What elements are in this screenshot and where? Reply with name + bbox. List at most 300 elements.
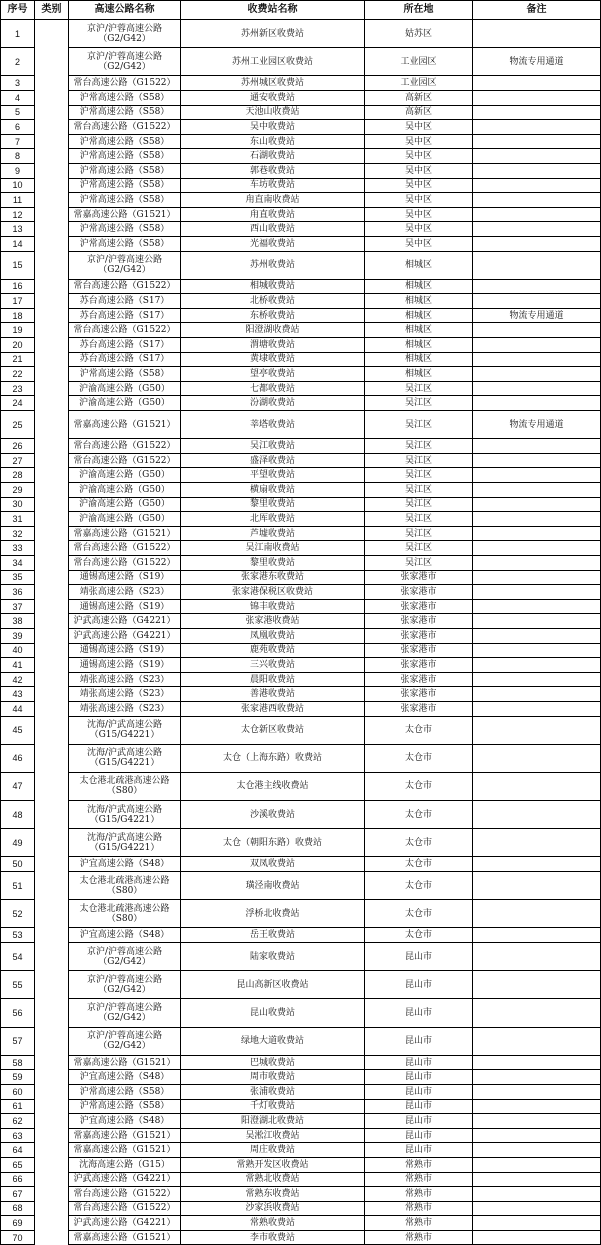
row-station: 黎里收费站 — [181, 555, 365, 570]
row-note — [473, 555, 601, 570]
row-road: 沪渝高速公路（G50） — [69, 381, 181, 396]
header-row — [1, 1, 601, 20]
row-road: 苏台高速公路（S17） — [69, 352, 181, 367]
row-station: 璜泾南收费站 — [181, 872, 365, 900]
row-note — [473, 352, 601, 367]
row-station: 常熟北收费站 — [181, 1172, 365, 1187]
table-row — [1, 585, 601, 600]
table-row — [1, 643, 601, 658]
row-station: 吴江收费站 — [181, 439, 365, 454]
row-seq: 54 — [1, 943, 35, 971]
row-road: 常台高速公路（G1522） — [69, 541, 181, 556]
row-station: 昆山高新区收费站 — [181, 971, 365, 999]
row-note — [473, 943, 601, 971]
row-road: 沪武高速公路（G4221） — [69, 1172, 181, 1187]
row-road: 沈海/沪武高速公路（G15/G4221） — [69, 829, 181, 857]
row-road: 沪宜高速公路（S48） — [69, 1114, 181, 1129]
row-road: 太仓港北疏港高速公路（S80） — [69, 772, 181, 800]
row-location: 张家港市 — [365, 585, 473, 600]
row-road: 沪常高速公路（S58） — [69, 134, 181, 149]
row-location: 太仓市 — [365, 928, 473, 943]
row-note — [473, 207, 601, 222]
row-road: 京沪/沪蓉高速公路（G2/G42） — [69, 1027, 181, 1055]
table-row — [1, 381, 601, 396]
header-location: 所在地 — [365, 1, 473, 20]
row-location: 昆山市 — [365, 1099, 473, 1114]
row-note — [473, 687, 601, 702]
table-row — [1, 222, 601, 237]
row-note — [473, 338, 601, 353]
row-station: 凤凰收费站 — [181, 628, 365, 643]
row-station: 张家港东收费站 — [181, 570, 365, 585]
row-note — [473, 928, 601, 943]
row-road: 常嘉高速公路（G1521） — [69, 207, 181, 222]
row-location: 吴江区 — [365, 541, 473, 556]
table-row — [1, 396, 601, 411]
row-location: 常熟市 — [365, 1157, 473, 1172]
row-location: 姑苏区 — [365, 20, 473, 48]
table-row — [1, 512, 601, 527]
row-note — [473, 672, 601, 687]
row-note — [473, 570, 601, 585]
row-station: 望亭收费站 — [181, 367, 365, 382]
row-seq: 36 — [1, 585, 35, 600]
row-seq: 58 — [1, 1055, 35, 1070]
row-road: 常台高速公路（G1522） — [69, 279, 181, 294]
row-location: 昆山市 — [365, 1084, 473, 1099]
row-location: 工业园区 — [365, 48, 473, 76]
row-seq: 52 — [1, 900, 35, 928]
row-seq: 46 — [1, 744, 35, 772]
row-seq: 14 — [1, 236, 35, 251]
table-row — [1, 541, 601, 556]
row-seq: 44 — [1, 701, 35, 716]
row-note: 物流专用通道 — [473, 308, 601, 323]
table-row — [1, 1055, 601, 1070]
table-row — [1, 1114, 601, 1129]
row-location: 相城区 — [365, 279, 473, 294]
row-road: 京沪/沪蓉高速公路（G2/G42） — [69, 20, 181, 48]
row-location: 张家港市 — [365, 658, 473, 673]
row-seq: 32 — [1, 526, 35, 541]
row-road: 沪常高速公路（S58） — [69, 178, 181, 193]
row-seq: 24 — [1, 396, 35, 411]
row-location: 张家港市 — [365, 599, 473, 614]
row-road: 沪常高速公路（S58） — [69, 236, 181, 251]
row-note — [473, 453, 601, 468]
row-note — [473, 541, 601, 556]
row-station: 苏州收费站 — [181, 251, 365, 279]
row-note — [473, 1172, 601, 1187]
row-station: 西山收费站 — [181, 222, 365, 237]
table-row — [1, 149, 601, 164]
row-seq: 18 — [1, 308, 35, 323]
row-note — [473, 439, 601, 454]
row-station: 沙溪收费站 — [181, 801, 365, 829]
row-location: 相城区 — [365, 294, 473, 309]
row-road: 沪常高速公路（S58） — [69, 105, 181, 120]
row-road: 京沪/沪蓉高速公路（G2/G42） — [69, 943, 181, 971]
row-seq: 48 — [1, 801, 35, 829]
row-station: 张家港收费站 — [181, 614, 365, 629]
row-station: 吴江南收费站 — [181, 541, 365, 556]
table-row — [1, 1230, 601, 1245]
row-road: 常台高速公路（G1522） — [69, 453, 181, 468]
row-seq: 57 — [1, 1027, 35, 1055]
row-note — [473, 323, 601, 338]
row-note — [473, 744, 601, 772]
row-seq: 45 — [1, 716, 35, 744]
row-note — [473, 872, 601, 900]
row-seq: 55 — [1, 971, 35, 999]
row-station: 鹿苑收费站 — [181, 643, 365, 658]
table-row — [1, 207, 601, 222]
row-location: 太仓市 — [365, 829, 473, 857]
row-station: 黎里收费站 — [181, 497, 365, 512]
row-road: 沪武高速公路（G4221） — [69, 628, 181, 643]
row-station: 周庄收费站 — [181, 1143, 365, 1158]
row-note — [473, 585, 601, 600]
row-road: 沪常高速公路（S58） — [69, 367, 181, 382]
row-station: 北厍收费站 — [181, 512, 365, 527]
row-station: 常熟开发区收费站 — [181, 1157, 365, 1172]
row-note — [473, 1027, 601, 1055]
row-note — [473, 801, 601, 829]
table-row — [1, 338, 601, 353]
table-row — [1, 20, 601, 48]
row-seq: 28 — [1, 468, 35, 483]
row-seq: 5 — [1, 105, 35, 120]
row-road: 常台高速公路（G1522） — [69, 1201, 181, 1216]
row-station: 通安收费站 — [181, 90, 365, 105]
row-road: 京沪/沪蓉高速公路（G2/G42） — [69, 999, 181, 1027]
row-location: 太仓市 — [365, 900, 473, 928]
row-station: 昆山收费站 — [181, 999, 365, 1027]
row-location: 张家港市 — [365, 672, 473, 687]
table-row — [1, 900, 601, 928]
table-row — [1, 872, 601, 900]
row-note — [473, 614, 601, 629]
row-note — [473, 483, 601, 498]
table-row — [1, 614, 601, 629]
row-location: 相城区 — [365, 367, 473, 382]
row-seq: 22 — [1, 367, 35, 382]
row-station: 芦墟收费站 — [181, 526, 365, 541]
row-note — [473, 1157, 601, 1172]
row-location: 昆山市 — [365, 943, 473, 971]
table-row — [1, 236, 601, 251]
row-note — [473, 1099, 601, 1114]
table-header — [1, 1, 601, 20]
row-location: 吴中区 — [365, 178, 473, 193]
row-station: 苏州新区收费站 — [181, 20, 365, 48]
row-location: 昆山市 — [365, 1027, 473, 1055]
row-location: 太仓市 — [365, 801, 473, 829]
row-seq: 4 — [1, 90, 35, 105]
row-seq: 40 — [1, 643, 35, 658]
row-road: 沪武高速公路（G4221） — [69, 1216, 181, 1231]
row-road: 常嘉高速公路（G1521） — [69, 411, 181, 439]
table-row — [1, 163, 601, 178]
row-station: 太仓新区收费站 — [181, 716, 365, 744]
table-row — [1, 1157, 601, 1172]
table-row — [1, 1187, 601, 1202]
row-location: 昆山市 — [365, 1128, 473, 1143]
table-row — [1, 134, 601, 149]
row-road: 沪常高速公路（S58） — [69, 163, 181, 178]
row-road: 苏台高速公路（S17） — [69, 294, 181, 309]
row-note — [473, 971, 601, 999]
table-row — [1, 468, 601, 483]
row-location: 太仓市 — [365, 872, 473, 900]
row-road: 靖张高速公路（S23） — [69, 701, 181, 716]
row-location: 吴中区 — [365, 134, 473, 149]
row-note — [473, 497, 601, 512]
row-note — [473, 526, 601, 541]
row-road: 沪渝高速公路（G50） — [69, 512, 181, 527]
row-note — [473, 772, 601, 800]
row-station: 太仓（上海东路）收费站 — [181, 744, 365, 772]
row-location: 吴中区 — [365, 193, 473, 208]
row-seq: 29 — [1, 483, 35, 498]
row-road: 沪宜高速公路（S48） — [69, 928, 181, 943]
row-location: 吴江区 — [365, 497, 473, 512]
table-row — [1, 1099, 601, 1114]
row-station: 锦丰收费站 — [181, 599, 365, 614]
row-station: 车坊收费站 — [181, 178, 365, 193]
row-road: 沪常高速公路（S58） — [69, 1084, 181, 1099]
row-station: 相城收费站 — [181, 279, 365, 294]
row-note — [473, 120, 601, 135]
row-location: 张家港市 — [365, 628, 473, 643]
row-station: 沙家浜收费站 — [181, 1201, 365, 1216]
row-note — [473, 1143, 601, 1158]
row-location: 吴中区 — [365, 163, 473, 178]
row-road: 京沪/沪蓉高速公路（G2/G42） — [69, 251, 181, 279]
row-road: 沪常高速公路（S58） — [69, 149, 181, 164]
table-row — [1, 687, 601, 702]
row-note — [473, 76, 601, 91]
row-seq: 7 — [1, 134, 35, 149]
table-row — [1, 439, 601, 454]
category-cell — [35, 20, 69, 1245]
row-station: 千灯收费站 — [181, 1099, 365, 1114]
row-note — [473, 222, 601, 237]
row-road: 太仓港北疏港高速公路（S80） — [69, 872, 181, 900]
row-road: 沪常高速公路（S58） — [69, 90, 181, 105]
row-seq: 41 — [1, 658, 35, 673]
row-location: 常熟市 — [365, 1230, 473, 1245]
table-row — [1, 772, 601, 800]
row-station: 三兴收费站 — [181, 658, 365, 673]
row-seq: 65 — [1, 1157, 35, 1172]
table-row — [1, 555, 601, 570]
row-station: 张家港西收费站 — [181, 701, 365, 716]
row-station: 岳王收费站 — [181, 928, 365, 943]
row-note — [473, 149, 601, 164]
table-row — [1, 105, 601, 120]
row-seq: 53 — [1, 928, 35, 943]
row-location: 相城区 — [365, 338, 473, 353]
row-station: 善港收费站 — [181, 687, 365, 702]
row-road: 常台高速公路（G1522） — [69, 323, 181, 338]
row-location: 常熟市 — [365, 1187, 473, 1202]
row-location: 张家港市 — [365, 570, 473, 585]
row-location: 吴江区 — [365, 453, 473, 468]
row-location: 相城区 — [365, 308, 473, 323]
row-location: 相城区 — [365, 251, 473, 279]
row-station: 甪直南收费站 — [181, 193, 365, 208]
table-row — [1, 308, 601, 323]
table-row — [1, 857, 601, 872]
row-station: 太仓港主线收费站 — [181, 772, 365, 800]
table-row — [1, 1172, 601, 1187]
row-note — [473, 294, 601, 309]
row-location: 高新区 — [365, 90, 473, 105]
row-seq: 34 — [1, 555, 35, 570]
row-station: 太仓（朝阳东路）收费站 — [181, 829, 365, 857]
row-location: 工业园区 — [365, 76, 473, 91]
table-row — [1, 453, 601, 468]
row-location: 吴江区 — [365, 555, 473, 570]
row-seq: 1 — [1, 20, 35, 48]
row-road: 沪宜高速公路（S48） — [69, 857, 181, 872]
row-location: 吴江区 — [365, 526, 473, 541]
table-row — [1, 411, 601, 439]
row-road: 沈海/沪武高速公路（G15/G4221） — [69, 744, 181, 772]
row-seq: 17 — [1, 294, 35, 309]
table-row — [1, 367, 601, 382]
row-seq: 37 — [1, 599, 35, 614]
row-road: 常嘉高速公路（G1521） — [69, 1128, 181, 1143]
table-row — [1, 744, 601, 772]
row-road: 常嘉高速公路（G1521） — [69, 1230, 181, 1245]
row-station: 北桥收费站 — [181, 294, 365, 309]
row-station: 阳澄湖北收费站 — [181, 1114, 365, 1129]
row-road: 沈海/沪武高速公路（G15/G4221） — [69, 801, 181, 829]
row-seq: 11 — [1, 193, 35, 208]
row-road: 沪宜高速公路（S48） — [69, 1070, 181, 1085]
row-seq: 68 — [1, 1201, 35, 1216]
row-note — [473, 599, 601, 614]
row-location: 吴中区 — [365, 120, 473, 135]
table-row — [1, 701, 601, 716]
row-location: 常熟市 — [365, 1201, 473, 1216]
row-road: 苏台高速公路（S17） — [69, 308, 181, 323]
row-seq: 38 — [1, 614, 35, 629]
table-row — [1, 76, 601, 91]
row-location: 常熟市 — [365, 1172, 473, 1187]
row-seq: 67 — [1, 1187, 35, 1202]
table-row — [1, 178, 601, 193]
row-station: 甪直收费站 — [181, 207, 365, 222]
row-seq: 49 — [1, 829, 35, 857]
row-note — [473, 105, 601, 120]
row-road: 沪渝高速公路（G50） — [69, 468, 181, 483]
row-seq: 2 — [1, 48, 35, 76]
row-note — [473, 512, 601, 527]
row-seq: 16 — [1, 279, 35, 294]
row-note — [473, 1055, 601, 1070]
row-seq: 8 — [1, 149, 35, 164]
row-seq: 64 — [1, 1143, 35, 1158]
row-note — [473, 178, 601, 193]
row-note — [473, 251, 601, 279]
table-row — [1, 497, 601, 512]
row-seq: 19 — [1, 323, 35, 338]
table-row — [1, 999, 601, 1027]
table-row — [1, 672, 601, 687]
row-station: 常熟东收费站 — [181, 1187, 365, 1202]
row-station: 盛泽收费站 — [181, 453, 365, 468]
table-row — [1, 1070, 601, 1085]
row-station: 七都收费站 — [181, 381, 365, 396]
row-seq: 26 — [1, 439, 35, 454]
row-station: 浮桥北收费站 — [181, 900, 365, 928]
row-note — [473, 900, 601, 928]
row-seq: 33 — [1, 541, 35, 556]
row-seq: 43 — [1, 687, 35, 702]
row-station: 周市收费站 — [181, 1070, 365, 1085]
row-seq: 20 — [1, 338, 35, 353]
table-row — [1, 943, 601, 971]
table-row — [1, 526, 601, 541]
row-location: 太仓市 — [365, 772, 473, 800]
row-location: 吴江区 — [365, 483, 473, 498]
row-station: 东山收费站 — [181, 134, 365, 149]
row-note — [473, 279, 601, 294]
row-note — [473, 999, 601, 1027]
row-station: 吴中收费站 — [181, 120, 365, 135]
row-location: 张家港市 — [365, 687, 473, 702]
row-road: 常台高速公路（G1522） — [69, 555, 181, 570]
row-location: 吴中区 — [365, 236, 473, 251]
row-location: 吴江区 — [365, 468, 473, 483]
row-station: 张家港保税区收费站 — [181, 585, 365, 600]
row-road: 太仓港北疏港高速公路（S80） — [69, 900, 181, 928]
row-note: 物流专用通道 — [473, 48, 601, 76]
row-station: 石湖收费站 — [181, 149, 365, 164]
table-row — [1, 323, 601, 338]
row-note — [473, 90, 601, 105]
row-seq: 61 — [1, 1099, 35, 1114]
row-road: 京沪/沪蓉高速公路（G2/G42） — [69, 971, 181, 999]
row-note — [473, 236, 601, 251]
row-seq: 23 — [1, 381, 35, 396]
row-seq: 35 — [1, 570, 35, 585]
table-row — [1, 1216, 601, 1231]
table-row — [1, 1201, 601, 1216]
row-location: 昆山市 — [365, 1114, 473, 1129]
row-station: 吴淞江收费站 — [181, 1128, 365, 1143]
table-row — [1, 352, 601, 367]
row-station: 李市收费站 — [181, 1230, 365, 1245]
row-location: 太仓市 — [365, 857, 473, 872]
row-station: 陆家收费站 — [181, 943, 365, 971]
row-location: 吴中区 — [365, 222, 473, 237]
row-note — [473, 134, 601, 149]
row-location: 吴中区 — [365, 149, 473, 164]
row-seq: 10 — [1, 178, 35, 193]
row-note — [473, 1230, 601, 1245]
table-row — [1, 279, 601, 294]
table-row — [1, 971, 601, 999]
row-seq: 51 — [1, 872, 35, 900]
row-location: 太仓市 — [365, 744, 473, 772]
row-station: 阳澄湖收费站 — [181, 323, 365, 338]
row-location: 吴中区 — [365, 207, 473, 222]
row-note — [473, 468, 601, 483]
